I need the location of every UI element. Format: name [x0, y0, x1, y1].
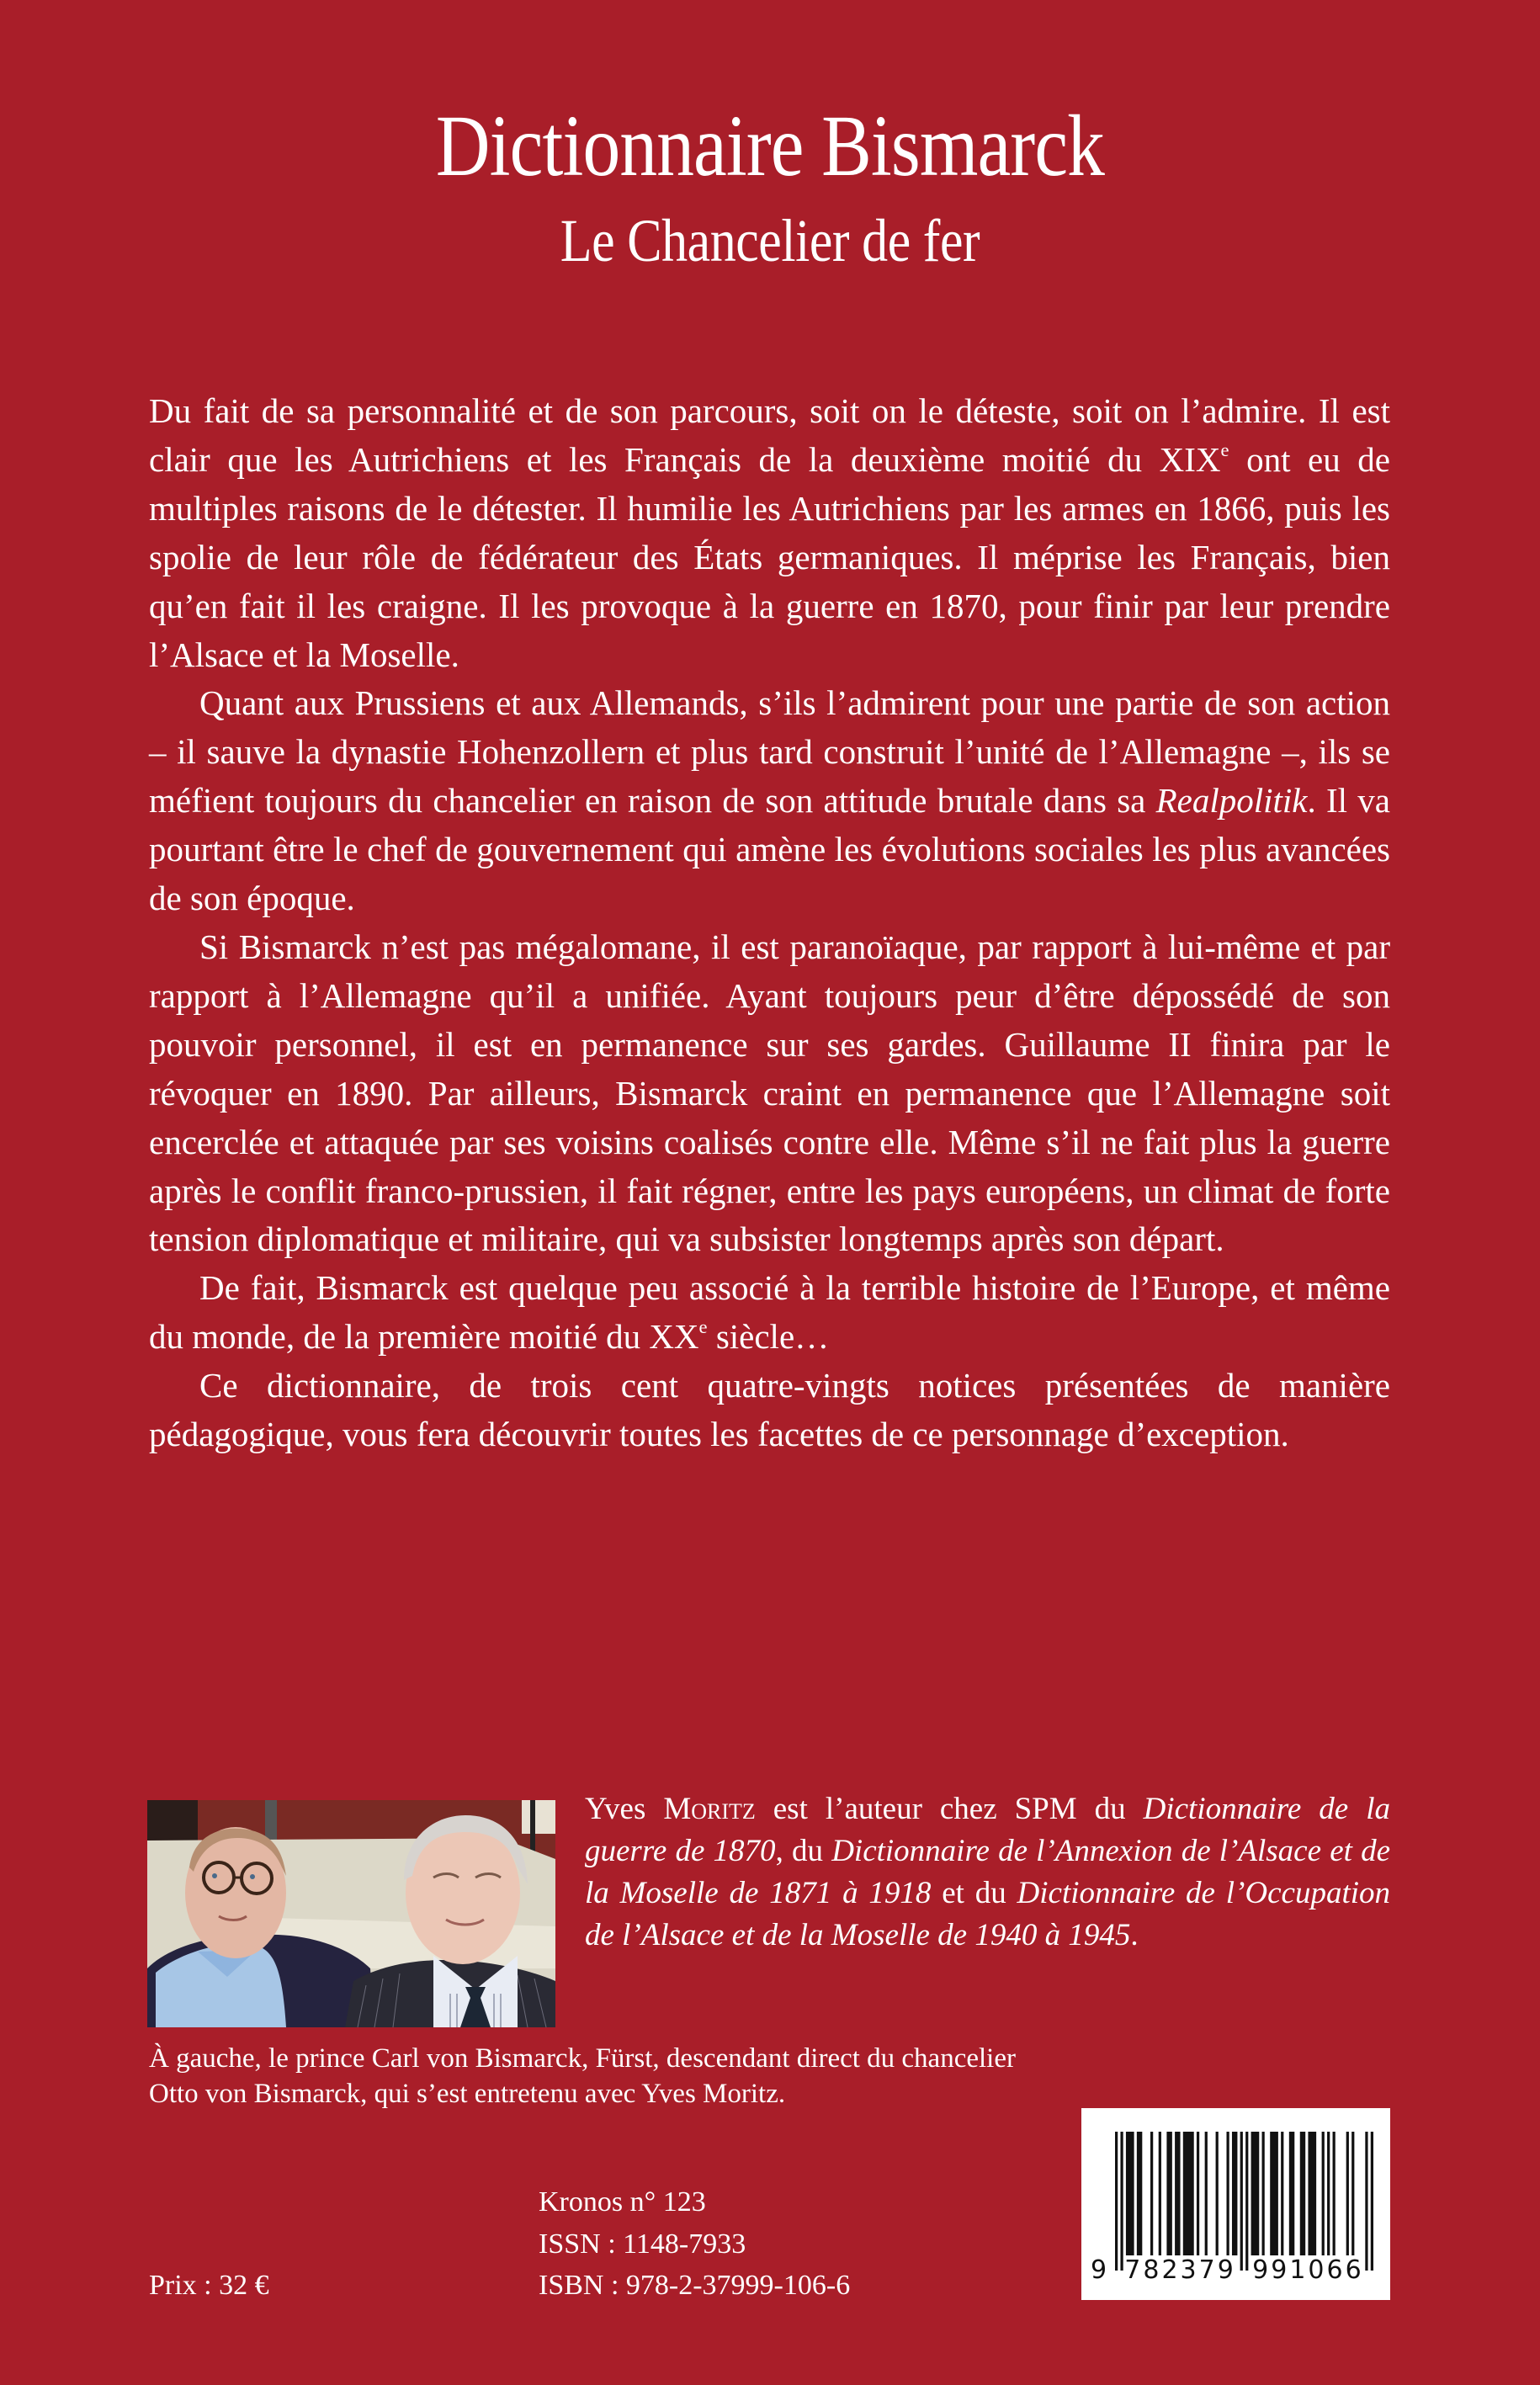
blurb-paragraph — [149, 1362, 1390, 1459]
barcode-bar — [1115, 2132, 1118, 2271]
text-run: , du — [775, 1834, 832, 1868]
blurb-paragraph — [149, 1264, 1390, 1362]
book-subtitle: Le Chancelier de fer — [560, 207, 980, 274]
barcode-bar — [1226, 2132, 1229, 2255]
author-photo — [147, 1800, 555, 2027]
blurb-paragraph — [149, 679, 1390, 923]
author-photo-image — [147, 1800, 555, 2027]
text-run: Quant aux Prussiens et aux Allemands, s’ils l’admirent pour une partie de son action – il sauve la dynastie Hohenzollern et plus tard construit l’unité de l’Allemagne –, ils se méfient toujours du chancelier en raison de son attitude brutale dans sa — [149, 683, 1390, 821]
isbn: ISBN : 978-2-37999-106-6 — [539, 2270, 851, 2301]
barcode-bar — [1327, 2132, 1330, 2255]
barcode-bar — [1346, 2132, 1349, 2255]
barcode-bar — [1251, 2132, 1260, 2255]
barcode-bar — [1245, 2132, 1248, 2271]
photo-caption-line: Otto von Bismarck, qui s’est entretenu avec Yves Moritz. — [149, 2079, 786, 2109]
photo-caption — [149, 2041, 1159, 2111]
text-italic: Dictionnaire de la guerre de 1870 — [585, 1792, 1390, 1868]
barcode-bar — [1281, 2132, 1283, 2255]
blurb-paragraph — [149, 923, 1390, 1264]
text-run: et du — [931, 1876, 1017, 1910]
author-bio-text — [585, 1788, 1390, 1957]
barcode-bar — [1232, 2132, 1237, 2255]
barcode-bar — [1126, 2132, 1134, 2255]
text-run: . Il va pourtant être le chef de gouvernement qui amène les évolutions sociales les plus avancées de son époque. — [149, 781, 1390, 918]
barcode-digits: 991066 — [1252, 2255, 1364, 2285]
barcode-bar — [1150, 2132, 1153, 2255]
barcode-bar — [1159, 2132, 1161, 2255]
barcode-bar — [1270, 2132, 1278, 2255]
text-italic: Dictionnaire de l’Annexion de l’Alsace et de la Moselle de 1871 à 1918 — [585, 1834, 1391, 1910]
publication-info — [539, 2181, 850, 2307]
barcode-graphic — [1081, 2108, 1390, 2300]
text-run: Du fait de sa personnalité et de son parcours, soit on le déteste, soit on l’admire. Il est clair que les Autrichiens et les Français de la deuxième moitié du XIX — [149, 391, 1390, 479]
barcode-bar — [1216, 2132, 1219, 2255]
barcode-bar — [1308, 2132, 1316, 2255]
text-smallcaps: Moritz — [663, 1792, 756, 1826]
barcode-bar — [1365, 2132, 1367, 2271]
issn: ISSN : 1148-7933 — [539, 2228, 746, 2260]
text-run: Ce dictionnaire, de trois cent quatre-vingts notices présentées de manière pédagogique, vous fera découvrir toutes les facettes de ce personnage d’exception. — [149, 1366, 1390, 1454]
barcode-bar — [1333, 2132, 1336, 2255]
text-run: De fait, Bismarck est quelque peu associé à la terrible histoire de l’Europe, et même du monde, de la première moitié du XX — [149, 1268, 1390, 1357]
barcode-bar — [1175, 2132, 1180, 2255]
book-title: Dictionnaire Bismarck — [435, 98, 1105, 194]
barcode-bar — [1300, 2132, 1305, 2255]
barcode-bar — [1351, 2132, 1354, 2255]
barcode-digits: 9 — [1090, 2255, 1110, 2285]
barcode-bar — [1183, 2132, 1194, 2255]
text-italic: Dictionnaire de l’Occupation de l’Alsace et de la Moselle de 1940 à 1945 — [585, 1876, 1391, 1952]
author-bio — [585, 1788, 1390, 1957]
photo-caption-line: À gauche, le prince Carl von Bismarck, Fürst, descendant direct du chancelier — [149, 2043, 1016, 2074]
text-run: ont eu de multiples raisons de le détester. Il humilie les Autrichiens par les armes en 1866, puis les spolie de leur rôle de fédérateur des États germaniques. Il méprise les Français, bien qu’en fait il les craigne. Il les provoque à la guerre en 1870, pour finir par leur prendre l’Alsace et la Moselle. — [149, 439, 1391, 674]
barcode-digits: 782379 — [1124, 2255, 1236, 2285]
text-italic: Realpolitik — [1155, 781, 1308, 821]
barcode-bar — [1197, 2132, 1199, 2255]
series-number: Kronos n° 123 — [539, 2186, 706, 2218]
text-run: Yves — [585, 1792, 664, 1826]
barcode-bar — [1262, 2132, 1265, 2255]
text-run: siècle… — [707, 1317, 830, 1357]
text-superscript: e — [1220, 438, 1229, 460]
barcode-bar — [1289, 2132, 1294, 2255]
barcode-bar — [1166, 2132, 1171, 2255]
barcode-bar — [1137, 2132, 1142, 2255]
barcode-bar — [1205, 2132, 1208, 2255]
barcode-bar — [1322, 2132, 1325, 2255]
barcode-bar — [1120, 2132, 1123, 2271]
text-run: Si Bismarck n’est pas mégalomane, il est paranoïaque, par rapport à lui-même et par rapport à l’Allemagne qu’il a unifiée. Ayant toujours peur d’être dépossédé de son pouvoir personnel, il est en permanence sur ses gardes. Guillaume II finira par le révoquer en 1890. Par ailleurs, Bismarck craint en permanence que l’Allemagne soit encerclée et attaquée par ses voisins coalisés contre elle. Même s’il ne fait plus la guerre après le conflit franco-prussien, il fait régner, entre les pays européens, un climat de forte tension diplomatique et militaire, qui va subsister longtemps après son départ. — [149, 927, 1390, 1259]
barcode-bar — [1371, 2132, 1373, 2271]
blurb-paragraph — [149, 387, 1390, 679]
text-run: . — [1130, 1918, 1139, 1952]
text-superscript: e — [698, 1316, 708, 1338]
price: Prix : 32 € — [149, 2270, 269, 2301]
barcode-bar — [1240, 2132, 1243, 2271]
isbn-barcode — [1081, 2108, 1390, 2300]
text-run: est l’auteur chez SPM du — [755, 1792, 1144, 1826]
back-cover-blurb — [149, 387, 1390, 1459]
